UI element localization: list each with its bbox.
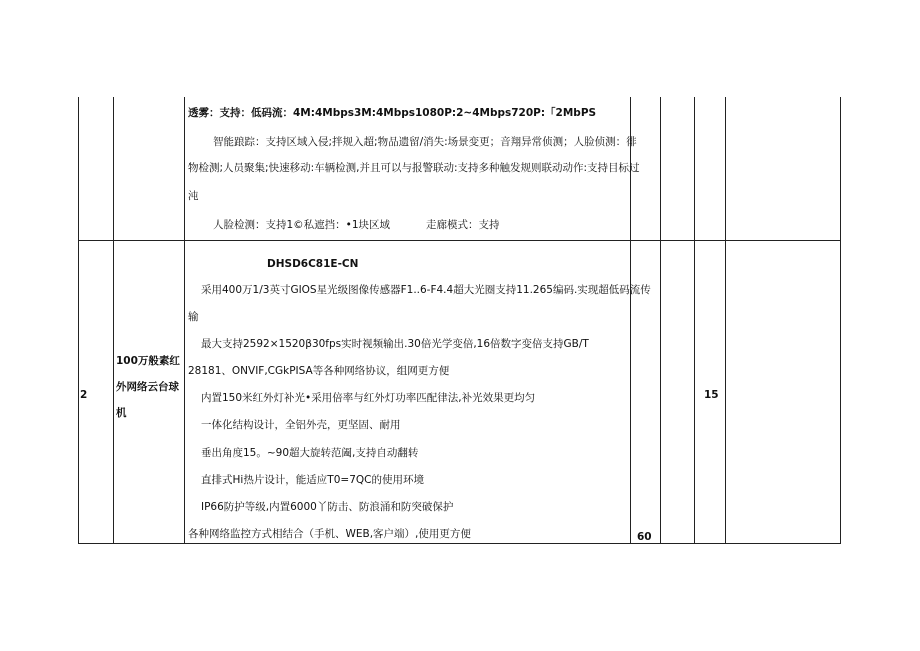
column-divider-1	[113, 97, 114, 544]
row1-line-2: 智能踉踪：支持区域入侵;拌规入超;物品遗留/消失:场景变更；音翔异常侦测；人脸侦测：徘	[213, 136, 637, 148]
column-divider-4	[660, 97, 661, 544]
row2-product-name: 100万般素红外网络云台球机	[116, 355, 180, 419]
table-border-left	[78, 97, 79, 544]
row2-quantity: 15	[704, 389, 719, 401]
row1-line-3: 物检测;人员聚集;快速移动:车辆检测,并且可以与报警联动:支持多种触发规则联动动作:支持目标过	[188, 162, 640, 174]
row2-price: 60	[637, 531, 652, 543]
row2-line-7: 垂出角度15。~90超大旋转范阖,支持自动翻转	[201, 447, 419, 459]
table-border-bottom	[78, 543, 841, 544]
column-divider-6	[725, 97, 726, 544]
row2-line-2: 输	[188, 311, 199, 323]
row1-line-5: 人脸检测：支持1©私遮挡：•1块区域	[213, 219, 391, 231]
column-divider-2	[184, 97, 185, 544]
row2-line-10: 各种网络监控方式相结合（手机、WEB,客户端）,使用更方便	[188, 528, 471, 540]
row2-line-5: 内置150米红外灯补光•采用倍率与红外灯功率匹配律法,补光效果更均匀	[201, 392, 536, 404]
table-border-right	[840, 97, 841, 544]
row2-line-6: 一体化结构设计，全铝外壳，更坚固、耐用	[201, 419, 401, 431]
row2-line-4: 28181、ONVIF,CGkPISA等各种网络协议，组网更方便	[188, 365, 450, 377]
row2-model: DHSD6C81E-CN	[267, 258, 359, 270]
row2-line-9: IP66防护等级,内置6000丫防击、防浪涌和防突破保护	[201, 501, 454, 513]
row2-line-3: 最大支持2592×1520β30fps实时视频输出.30倍光学变倍,16倍数字变倍支持GB/T	[201, 338, 589, 350]
column-divider-5	[694, 97, 695, 544]
row2-line-8: 直排式Hi热片设计，能适应T0=7QC的使用环境	[201, 474, 424, 486]
row1-line-1: 透雾：支持：低码流：4M:4Mbps3M:4Mbps1080P:2~4Mbps720P:「2MbPS	[188, 107, 597, 119]
row2-index: 2	[80, 389, 88, 401]
row1-line-6: 走廊模式：支持	[426, 219, 500, 231]
row2-line-1: 采用400万1/3英寸GIOS星光级图像传感器F1..6-F4.4超大光圈支持11.265编码.实现超低码流传	[201, 284, 651, 296]
row1-line-4: 沌	[188, 190, 199, 202]
row-divider	[78, 240, 841, 241]
